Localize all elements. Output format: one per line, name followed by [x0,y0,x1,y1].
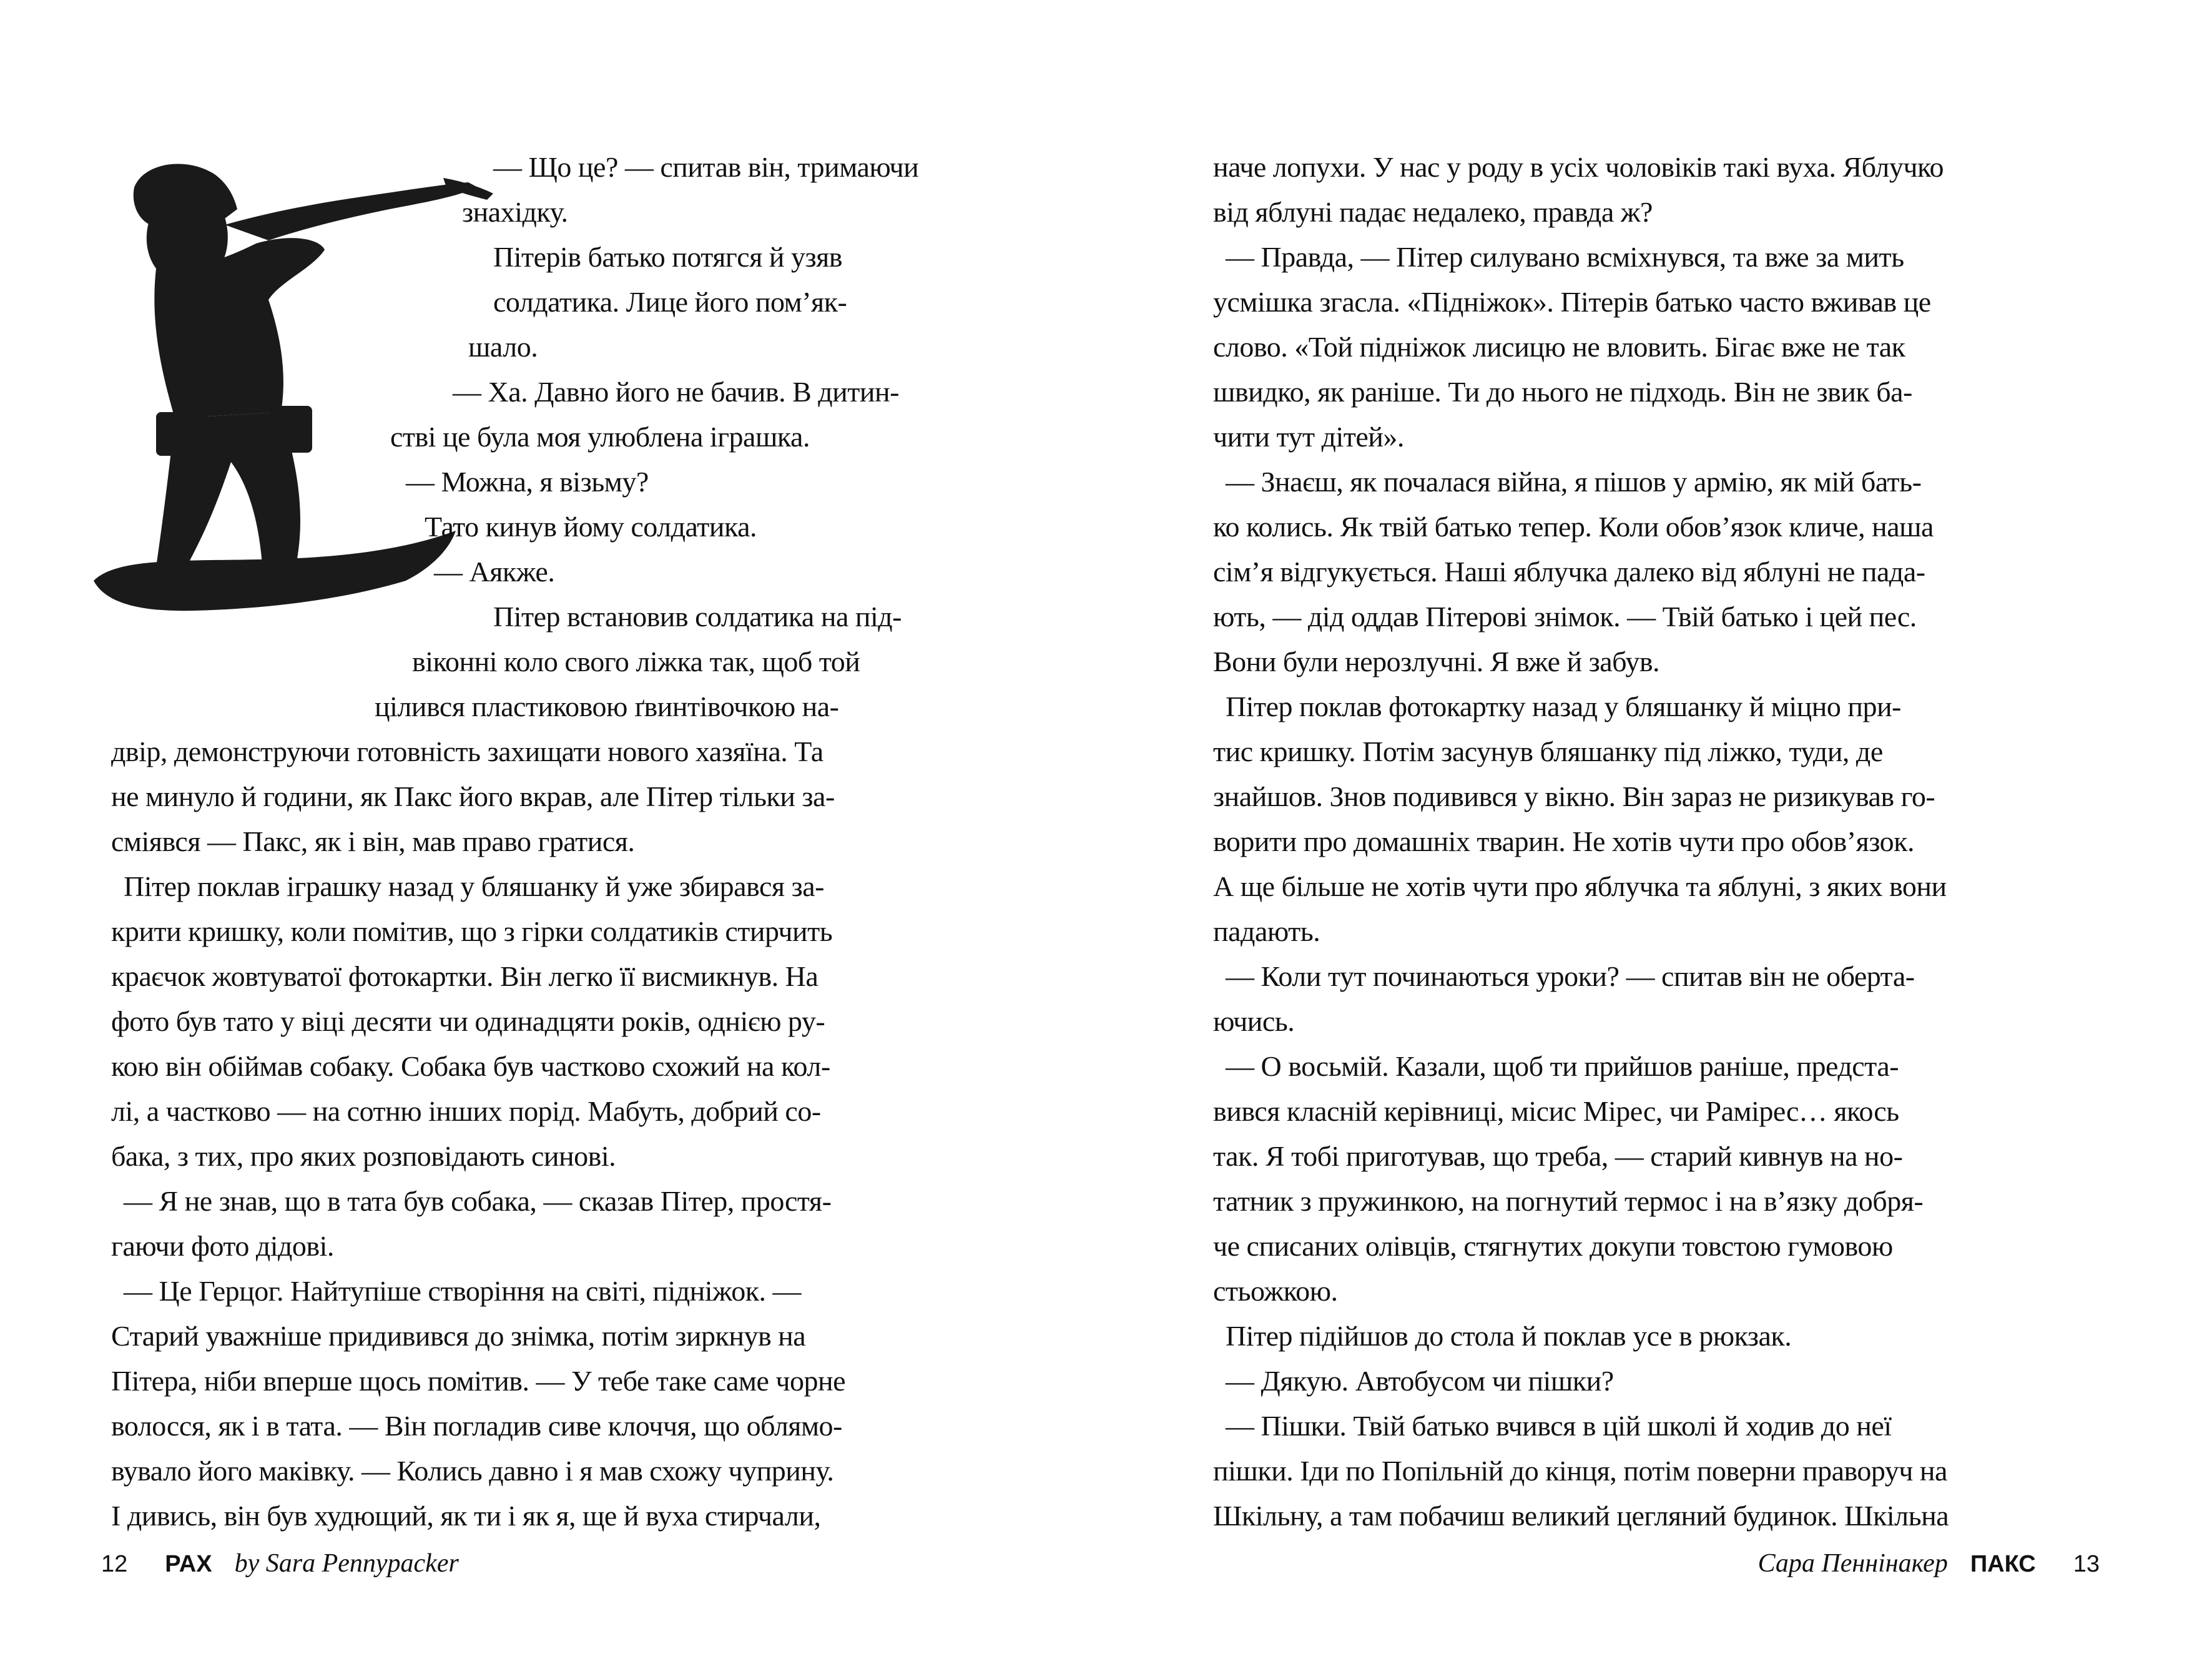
text-line: швидко, як раніше. Ти до нього не підходь. Він не звик ба- [1213,376,1912,408]
running-author: Сара Пеннінакер [1757,1549,1948,1578]
text-line: вився класній керівниці, місис Мірес, чи Рамірес… якось [1213,1095,1899,1127]
text-line: Пітер поклав іграшку назад у бляшанку й уже збирався за- [124,870,824,902]
text-line: Пітера, ніби вперше щось помітив. — У тебе таке саме чорне [111,1365,846,1397]
running-title: PAX [165,1551,212,1577]
text-line: кою він обіймав собаку. Собака був частково схожий на кол- [111,1050,830,1082]
text-line: Тато кинув йому солдатика. [425,511,757,543]
text-line: цілився пластиковою ґвинтівочкою на- [375,691,839,722]
text-line: — Це Герцог. Найтупіше створіння на світі, підніжок. — [124,1275,802,1307]
right-footer [1758,1548,2100,1579]
text-line: А ще більше не хотів чути про яблучка та яблуні, з яких вони [1213,870,1947,902]
text-line: усмішка згасла. «Підніжок». Пітерів батько часто вживав це [1213,286,1931,318]
text-line: чити тут дітей». [1213,421,1404,453]
text-line: шало. [468,331,538,363]
text-line: Вони були нерозлучні. Я вже й забув. [1213,646,1660,677]
text-line: Пітер встановив солдатика на під- [493,601,902,633]
text-line: сім’я відгукується. Наші яблучка далеко від яблуні не пада- [1213,556,1925,588]
text-line: слово. «Той підніжок лисицю не вловить. Бігає вже не так [1213,331,1905,363]
text-line: Шкільну, а там побачиш великий цегляний будинок. Шкільна [1213,1500,1949,1532]
text-line: стві це була моя улюблена іграшка. [390,421,810,453]
text-line: — Знаєш, як почалася війна, я пішов у армію, як мій бать- [1226,466,1922,498]
text-line: краєчок жовтуватої фотокартки. Він легко її висмикнув. На [111,960,818,992]
text-line: стьожкою. [1213,1275,1338,1307]
running-author: by Sara Pennypacker [234,1549,459,1578]
text-line: падають. [1213,915,1320,947]
text-line: знахідку. [462,196,568,228]
text-line: — О восьмій. Казали, щоб ти прийшов раніше, предста- [1226,1050,1899,1082]
text-line: — Аякже. [434,556,555,588]
text-line: ворити про домашніх тварин. Не хотів чути про обов’язок. [1213,825,1914,857]
text-line: — Можна, я візьму? [406,466,649,498]
text-line: лі, а частково — на сотню інших порід. Мабуть, добрий со- [111,1095,821,1127]
text-line: татник з пружинкою, на погнутий термос і на в’язку добря- [1213,1185,1924,1217]
text-line: — Я не знав, що в тата був собака, — сказав Пітер, простя- [124,1185,832,1217]
right-page [1106,0,2212,1659]
text-line: — Що це? — спитав він, тримаючи [493,151,919,183]
text-line: — Коли тут починаються уроки? — спитав він не оберта- [1226,960,1915,992]
text-line: крити кришку, коли помітив, що з гірки солдатиків стирчить [111,915,833,947]
text-line: ючись. [1213,1005,1295,1037]
text-line: двір, демонструючи готовність захищати нового хазяїна. Та [111,736,823,767]
text-line: — Правда, — Пітер силувано всміхнувся, та вже за мить [1226,241,1904,273]
page-number: 12 [101,1551,128,1577]
text-line: не минуло й години, як Пакс його вкрав, але Пітер тільки за- [111,780,835,812]
text-line: пішки. Іди по Попільній до кінця, потім поверни праворуч на [1213,1455,1947,1487]
text-line: — Пішки. Твій батько вчився в цій школі й ходив до неї [1226,1410,1892,1442]
text-line: Пітер поклав фотокартку назад у бляшанку й міцно при- [1226,691,1901,722]
text-line: вувало його маківку. — Колись давно і я мав схожу чуприну. [111,1455,834,1487]
text-line: від яблуні падає недалеко, правда ж? [1213,196,1653,228]
text-line: — Ха. Давно його не бачив. В дитин- [453,376,899,408]
text-line: че списаних олівців, стягнутих докупи товстою гумовою [1213,1230,1893,1262]
text-line: так. Я тобі приготував, що треба, — старий кивнув на но- [1213,1140,1903,1172]
text-line: тис кришку. Потім засунув бляшанку під ліжко, туди, де [1213,736,1883,767]
text-line: Пітер підійшов до стола й поклав усе в рюкзак. [1226,1320,1792,1352]
text-line: ко колись. Як твій батько тепер. Коли обов’язок кличе, наша [1213,511,1934,543]
page-number: 13 [2073,1551,2100,1577]
text-line: фото був тато у віці десяти чи одинадцяти років, однією ру- [111,1005,825,1037]
text-line: солдатика. Лице його пом’як- [493,286,847,318]
text-line: знайшов. Знов подивився у вікно. Він зараз не ризикував го- [1213,780,1935,812]
text-line: наче лопухи. У нас у роду в усіх чоловіків такі вуха. Яблучко [1213,151,1944,183]
left-footer [101,1548,459,1579]
running-title: ПАКС [1970,1551,2036,1577]
text-line: ють, — дід оддав Пітерові знімок. — Твій батько і цей пес. [1213,601,1917,633]
text-line: І дивись, він був худющий, як ти і як я, ще й вуха стирчали, [111,1500,821,1532]
text-line: віконні коло свого ліжка так, щоб той [412,646,860,677]
text-line: сміявся — Пакс, як і він, мав право гратися. [111,825,635,857]
text-line: Пітерів батько потягся й узяв [493,241,843,273]
text-line: бака, з тих, про яких розповідають синові. [111,1140,616,1172]
text-line: — Дякую. Автобусом чи пішки? [1226,1365,1614,1397]
text-line: гаючи фото дідові. [111,1230,334,1262]
text-line: волосся, як і в тата. — Він погладив сиве клоччя, що облямо- [111,1410,842,1442]
text-line: Старий уважніше придивився до знімка, потім зиркнув на [111,1320,806,1352]
